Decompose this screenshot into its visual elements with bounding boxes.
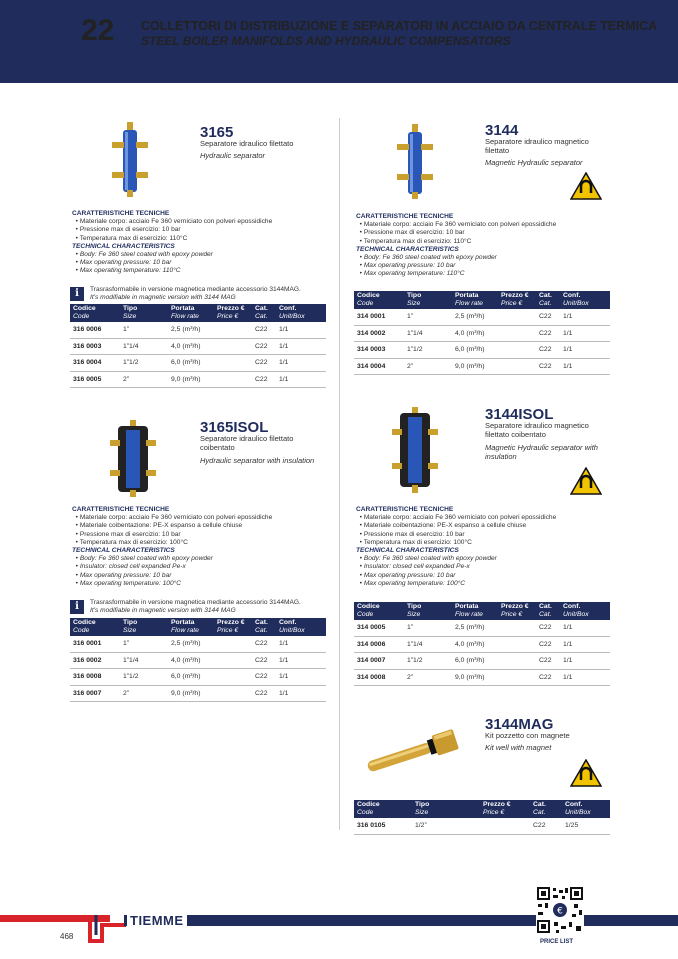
spec-item: • Temperatura max di esercizio: 100°C — [72, 538, 188, 546]
spec-item: • Max operating temperature: 100°C — [72, 579, 182, 587]
tech-specs — [72, 506, 334, 588]
spec-item: • Pressione max di esercizio: 10 bar — [356, 229, 465, 237]
info-icon: i — [70, 600, 84, 614]
spec-item: • Materiale coibentazione: PE-X espanso a cellule chiuse — [356, 522, 527, 530]
price-table-3144: Codice Code Tipo Size Portata Flow rate Prezzo € Price € Cat. Cat. Conf. Unit/Box 314 0001 1” 2,5 (m³/h) C22 1/1 314 0002 1”1/4 4,0 (m³/h) C22 1/1 314 0003 1”1/2 6,0 (m³/h) C22 1/1 314 0004 2” 9,0 (m³/h) C22 1/1 — [354, 291, 610, 375]
spec-item: • Body: Fe 360 steel coated with epoxy powder — [72, 555, 213, 563]
table-row: 314 0007 1”1/2 6,0 (m³/h) C22 1/1 — [354, 653, 610, 670]
product-code-3144isol: 3144ISOL — [485, 406, 554, 423]
table-row: 316 0004 1”1/2 6,0 (m³/h) C22 1/1 — [70, 355, 326, 372]
specs-title-en: TECHNICAL CHARACTERISTICS — [72, 547, 175, 555]
product-desc-en: Hydraulic separator with insulation — [200, 456, 315, 465]
column-divider — [339, 118, 340, 830]
spec-item: • Max operating pressure: 10 bar — [356, 571, 456, 579]
spec-item: • Max operating pressure: 10 bar — [72, 571, 172, 579]
price-table-3165isol: Codice Code Tipo Size Portata Flow rate Prezzo € Price € Cat. Cat. Conf. Unit/Box 316 0001 1” 2,5 (m³/h) C22 1/1 316 0002 1”1/4 4,0 (m³/h) C22 1/1 316 0008 1”1/2 6,0 (m³/h) C22 1/1 316 0007 2” 9,0 (m³/h) C22 1/1 — [70, 618, 326, 702]
spec-item: • Materiale corpo: acciaio Fe 360 verniciato con polveri epossidiche — [356, 221, 557, 229]
spec-item: • Pressione max di esercizio: 10 bar — [72, 530, 181, 538]
footer-navy-bar — [124, 915, 678, 926]
product-desc-en: Hydraulic separator — [200, 151, 266, 160]
magnet-icon — [570, 467, 602, 495]
magnet-well-kit-image — [362, 728, 467, 778]
chapter-title-it: COLLETTORI DI DISTRIBUZIONE E SEPARATORI IN ACCIAIO DA CENTRALE TERMICA — [141, 19, 658, 33]
chapter-title-en: STEEL BOILER MANIFOLDS AND HYDRAULIC COMPENSATORS — [141, 34, 511, 48]
table-row: 316 0007 2” 9,0 (m³/h) C22 1/1 — [70, 685, 326, 702]
spec-item: • Max operating temperature: 100°C — [356, 579, 466, 587]
product-desc-it: Kit pozzetto con magnete — [485, 731, 570, 740]
table-row: 316 0001 1” 2,5 (m³/h) C22 1/1 — [70, 636, 326, 652]
table-row: 314 0002 1”1/4 4,0 (m³/h) C22 1/1 — [354, 325, 610, 342]
magnet-icon — [570, 759, 602, 787]
spec-item: • Insulator: closed cell expanded Pe-x — [72, 563, 186, 571]
spec-item: • Temperatura max di esercizio: 110°C — [72, 234, 188, 242]
magnet-icon — [570, 172, 602, 200]
product-desc-it: Separatore idraulico filettato coibentato — [200, 434, 294, 452]
specs-title-en: TECHNICAL CHARACTERISTICS — [72, 242, 175, 250]
price-table-3144mag: Codice Code Tipo Size Prezzo € Price € Cat. Cat. Conf. Unit/Box 316 0105 1/2” C22 1/25 — [354, 800, 610, 835]
hydraulic-separator-image — [110, 120, 150, 198]
qr-code-icon[interactable] — [536, 886, 584, 934]
price-table-3144isol: Codice Code Tipo Size Portata Flow rate Prezzo € Price € Cat. Cat. Conf. Unit/Box 314 0005 1” 2,5 (m³/h) C22 1/1 314 0006 1”1/4 4,0 (m³/h) C22 1/1 314 0007 1”1/2 6,0 (m³/h) C22 1/1 314 0008 2” 9,0 (m³/h) C22 1/1 — [354, 602, 610, 686]
product-desc-en: Magnetic Hydraulic separator — [485, 158, 583, 167]
specs-title-it: CARATTERISTICHE TECNICHE — [356, 506, 454, 513]
spec-item: • Body: Fe 360 steel coated with epoxy powder — [356, 555, 497, 563]
spec-item: • Max operating pressure: 10 bar — [72, 259, 172, 267]
table-row: 316 0003 1”1/4 4,0 (m³/h) C22 1/1 — [70, 338, 326, 355]
insulated-separator-image — [108, 418, 158, 498]
product-desc-en: Magnetic Hydraulic separator with insulation — [485, 443, 598, 461]
table-row: 316 0006 1” 2,5 (m³/h) C22 1/1 — [70, 322, 326, 338]
tech-specs — [356, 213, 616, 279]
spec-item: • Max operating pressure: 10 bar — [356, 262, 456, 270]
svg-text:€: € — [557, 906, 563, 917]
product-code-3165isol: 3165ISOL — [200, 419, 269, 436]
price-list-label: PRICE LIST — [540, 939, 574, 945]
spec-item: • Pressione max di esercizio: 10 bar — [356, 530, 465, 538]
product-code-3144: 3144 — [485, 122, 519, 139]
brand-logo: TIEMME — [127, 913, 187, 928]
tech-specs — [356, 506, 618, 588]
table-row: 316 0105 1/2” C22 1/25 — [354, 818, 610, 834]
info-icon: i — [70, 287, 84, 301]
table-row: 314 0005 1” 2,5 (m³/h) C22 1/1 — [354, 620, 610, 636]
product-code-3165: 3165 — [200, 124, 234, 141]
tech-specs — [72, 210, 332, 276]
product-desc-it: Separatore idraulico magnetico filettato — [485, 137, 589, 155]
product-desc-it: Separatore idraulico magnetico filettato coibentato — [485, 421, 589, 439]
spec-item: • Temperatura max di esercizio: 100°C — [356, 538, 472, 546]
spec-item: • Insulator: closed cell expanded Pe-x — [356, 563, 470, 571]
specs-title-it: CARATTERISTICHE TECNICHE — [72, 506, 170, 513]
magnetic-note: Trasrasformabile in versione magnetica mediante accessorio 3144MAG. It’s modifiable in magnetic version with 3144 MAG — [90, 286, 301, 302]
magnetic-separator-image — [395, 122, 435, 200]
price-table-3165: Codice Code Tipo Size Portata Flow rate Prezzo € Price € Cat. Cat. Conf. Unit/Box 316 0006 1” 2,5 (m³/h) C22 1/1 316 0003 1”1/4 4,0 (m³/h) C22 1/1 316 0004 1”1/2 6,0 (m³/h) C22 1/1 316 0005 2” 9,0 (m³/h) C22 1/1 — [70, 304, 326, 388]
insulated-magnetic-separator-image — [390, 405, 440, 495]
spec-item: • Materiale corpo: acciaio Fe 360 verniciato con polveri epossidiche — [72, 218, 273, 226]
magnetic-note: Trasrasformabile in versione magnetica mediante accessorio 3144MAG. It’s modifiable in magnetic version with 3144 MAG — [90, 599, 301, 615]
table-row: 314 0004 2” 9,0 (m³/h) C22 1/1 — [354, 358, 610, 375]
page-number: 468 — [60, 932, 74, 941]
chapter-number: 22 — [81, 14, 115, 47]
spec-item: • Max operating temperature: 110°C — [356, 270, 465, 278]
spec-item: • Body: Fe 360 steel coated with epoxy powder — [356, 254, 497, 262]
table-row: 314 0008 2” 9,0 (m³/h) C22 1/1 — [354, 669, 610, 686]
table-row: 316 0005 2” 9,0 (m³/h) C22 1/1 — [70, 371, 326, 388]
specs-title-it: CARATTERISTICHE TECNICHE — [356, 213, 454, 220]
spec-item: • Materiale corpo: acciaio Fe 360 verniciato con polveri epossidiche — [72, 514, 273, 522]
specs-title-en: TECHNICAL CHARACTERISTICS — [356, 245, 459, 253]
table-row: 314 0006 1”1/4 4,0 (m³/h) C22 1/1 — [354, 636, 610, 653]
spec-item: • Materiale coibentazione: PE-X espanso a cellule chiuse — [72, 522, 243, 530]
table-row: 316 0002 1”1/4 4,0 (m³/h) C22 1/1 — [70, 652, 326, 669]
footer-bracket — [88, 915, 128, 945]
product-desc-en: Kit well with magnet — [485, 743, 552, 752]
table-row: 314 0001 1” 2,5 (m³/h) C22 1/1 — [354, 309, 610, 325]
specs-title-it: CARATTERISTICHE TECNICHE — [72, 210, 170, 217]
spec-item: • Temperatura max di esercizio: 110°C — [356, 237, 472, 245]
table-row: 316 0008 1”1/2 6,0 (m³/h) C22 1/1 — [70, 669, 326, 686]
spec-item: • Materiale corpo: acciaio Fe 360 verniciato con polveri epossidiche — [356, 514, 557, 522]
product-desc-it: Separatore idraulico filettato — [200, 139, 294, 148]
spec-item: • Pressione max di esercizio: 10 bar — [72, 226, 181, 234]
product-code-3144mag: 3144MAG — [485, 716, 554, 733]
table-row: 314 0003 1”1/2 6,0 (m³/h) C22 1/1 — [354, 342, 610, 359]
spec-item: • Max operating temperature: 110°C — [72, 267, 181, 275]
spec-item: • Body: Fe 360 steel coated with epoxy powder — [72, 251, 213, 259]
specs-title-en: TECHNICAL CHARACTERISTICS — [356, 547, 459, 555]
